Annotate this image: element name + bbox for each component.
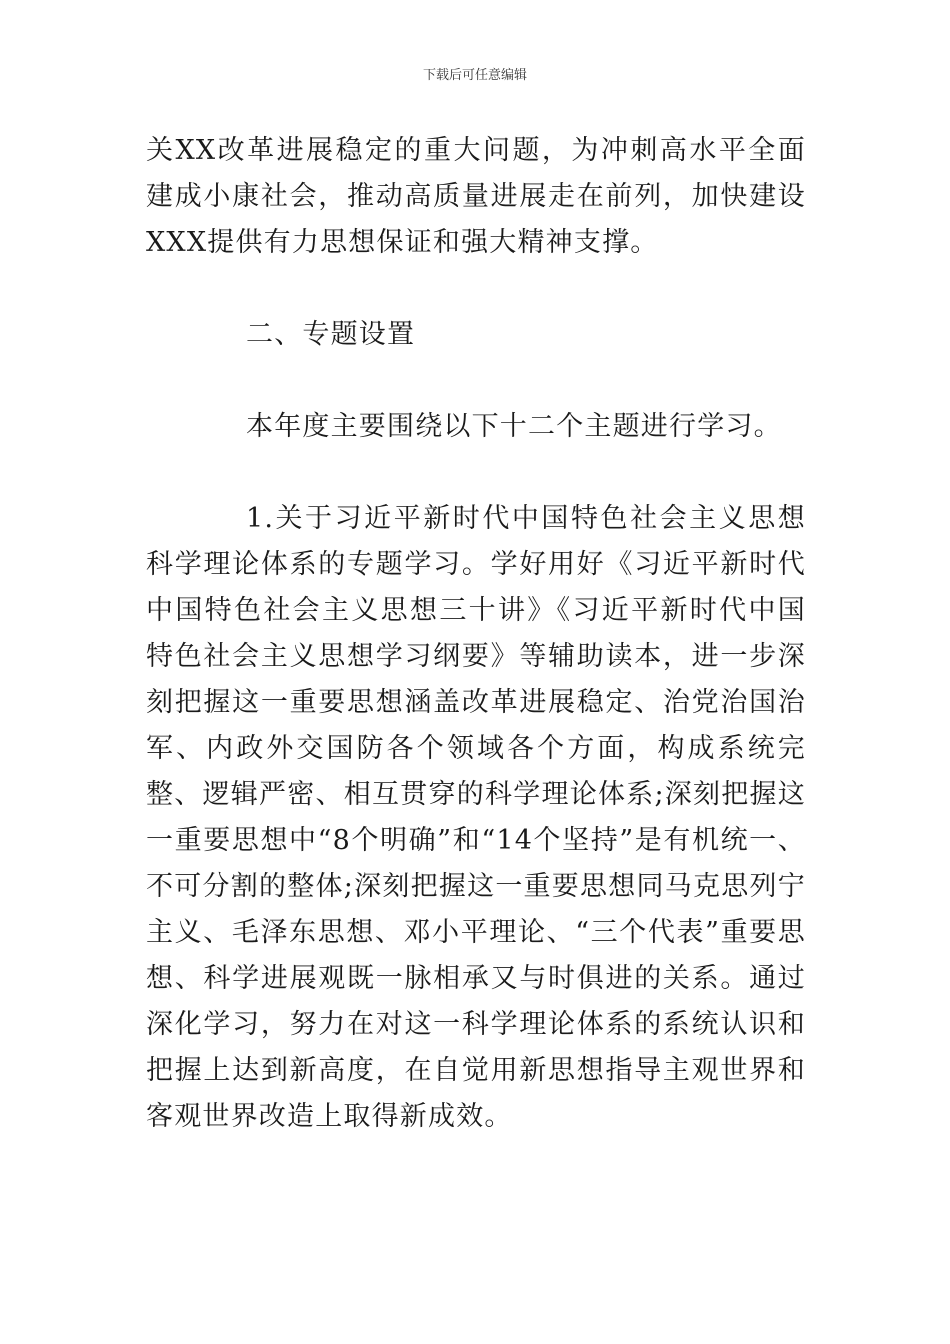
page-header-note: 下载后可任意编辑: [422, 68, 527, 83]
topic-item-1-paragraph: 1.关于习近平新时代中国特色社会主义思想科学理论体系的专题学习。学好用好《习近平新时代中国特色社会主义思想三十讲》《习近平新时代中国特色社会主义思想学习纲要》等辅助读本，进一步深刻把握这一重要思想涵盖改革进展稳定、治党治国治军、内政外交国防各个领域各个方面，构成系统完整、逻辑严密、相互贯穿的科学理论体系;深刻把握这一重要思想中“8个明确”和“14个坚持”是有机统一、不可分割的整体;深刻把握这一重要思想同马克思列宁主义、毛泽东思想、邓小平理论、“三个代表”重要思想、科学进展观既一脉相承又与时俱进的关系。通过深化学习，努力在对这一科学理论体系的系统认识和把握上达到新高度，在自觉用新思想指导主观世界和客观世界改造上取得新成效。: [146, 503, 806, 1132]
document-body: [146, 128, 806, 1140]
section-heading: 二、专题设置: [246, 319, 416, 350]
summary-paragraph: 本年度主要围绕以下十二个主题进行学习。: [246, 411, 782, 442]
intro-paragraph-continued: 关XX改革进展稳定的重大问题，为冲刺高水平全面建成小康社会，推动高质量进展走在前列，加快建设XXX提供有力思想保证和强大精神支撑。: [146, 135, 806, 258]
